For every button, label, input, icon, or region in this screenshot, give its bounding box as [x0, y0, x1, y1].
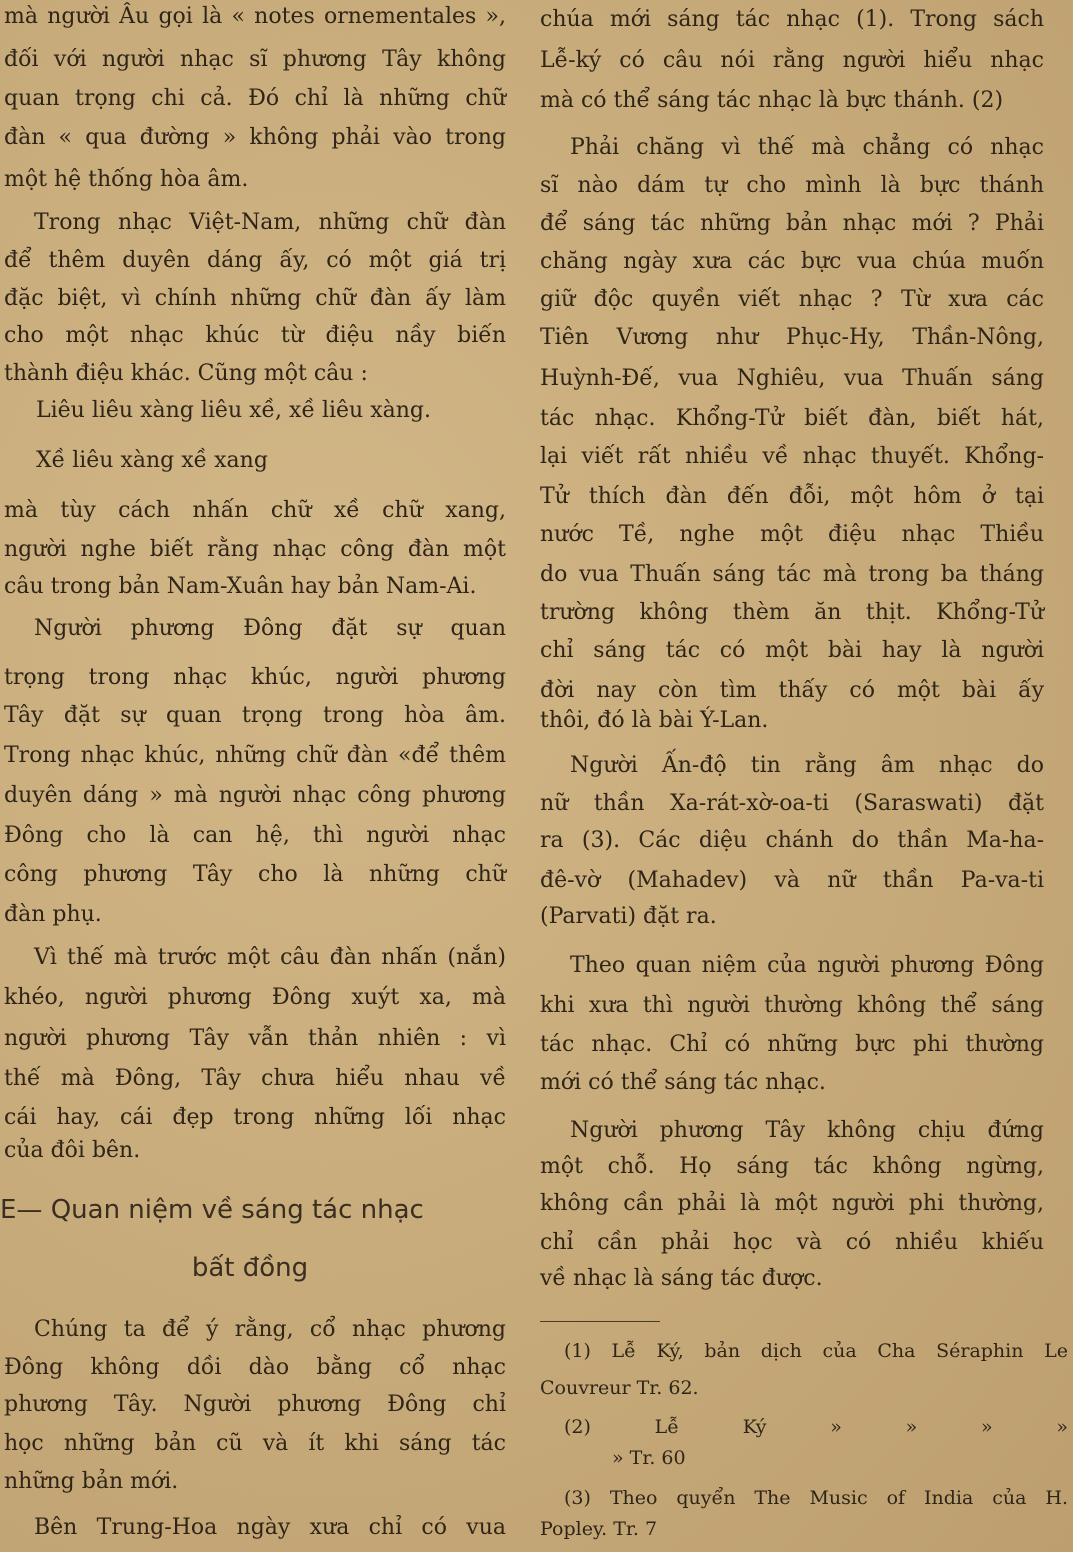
text-line: Đông cho là can hệ, thì người nhạc: [4, 823, 506, 848]
text-line: người phương Tây vẫn thản nhiên : vì: [4, 1026, 506, 1051]
text-line: Trong nhạc Việt-Nam, những chữ đàn: [34, 210, 506, 235]
text-line: lại viết rất nhiều về nhạc thuyết. Khổng-: [540, 444, 1044, 469]
text-line: khéo, người phương Đông xuýt xa, mà: [4, 985, 506, 1010]
text-line: (Parvati) đặt ra.: [540, 904, 717, 929]
text-line: chỉ sáng tác có một bài hay là người: [540, 638, 1044, 663]
text-line: những bản mới.: [4, 1469, 179, 1494]
text-line: Phải chăng vì thế mà chẳng có nhạc: [570, 135, 1044, 160]
footnote-line: Popley. Tr. 7: [540, 1518, 658, 1540]
section-heading: E— Quan niệm về sáng tác nhạc: [0, 1195, 424, 1225]
text-line: nữ thần Xa-rát-xờ-oa-ti (Saraswati) đặt: [540, 791, 1044, 816]
text-line: thành điệu khác. Cũng một câu :: [4, 361, 368, 386]
text-line: Tử thích đàn đến đỗi, một hôm ở tại: [540, 484, 1044, 509]
text-line: đối với người nhạc sĩ phương Tây không: [4, 47, 506, 72]
text-line: Liêu liêu xàng liêu xề, xề liêu xàng.: [36, 398, 431, 423]
footnote-line: » Tr. 60: [612, 1447, 686, 1469]
text-line: học những bản cũ và ít khi sáng tác: [4, 1431, 506, 1456]
text-line: chỉ cần phải học và có nhiều khiếu: [540, 1230, 1044, 1255]
text-line: mà người Âu gọi là « notes ornementales »,: [4, 4, 506, 29]
text-line: tác nhạc. Chỉ có những bực phi thường: [540, 1032, 1044, 1057]
text-line: ra (3). Các diệu chánh do thần Ma-ha-: [540, 828, 1044, 853]
section-heading-continued: bất đồng: [191, 1253, 309, 1283]
text-line: mới có thể sáng tác nhạc.: [540, 1070, 826, 1095]
text-line: đàn « qua đường » không phải vào trong: [4, 125, 506, 150]
text-line: Xề liêu xàng xề xang: [36, 448, 268, 473]
text-line: Vì thế mà trước một câu đàn nhấn (nắn): [34, 945, 506, 970]
footnote-divider: [540, 1321, 660, 1322]
text-line: một chỗ. Họ sáng tác không ngừng,: [540, 1154, 1044, 1179]
text-line: mà tùy cách nhấn chữ xề chữ xang,: [4, 498, 506, 523]
footnote-line: Couvreur Tr. 62.: [540, 1377, 699, 1399]
text-line: cái hay, cái đẹp trong những lối nhạc: [4, 1105, 506, 1130]
text-line: Người phương Đông đặt sự quan: [34, 616, 506, 641]
text-line: thế mà Đông, Tây chưa hiểu nhau về: [4, 1066, 506, 1091]
text-line: đê-vờ (Mahadev) và nữ thần Pa-va-ti: [540, 868, 1044, 893]
text-line: cho một nhạc khúc từ điệu nầy biến: [4, 323, 506, 348]
footnote-line: (3) Theo quyển The Music of India của H.: [564, 1487, 1068, 1509]
text-line: tác nhạc. Khổng-Tử biết đàn, biết hát,: [540, 406, 1044, 431]
text-line: Tây đặt sự quan trọng trong hòa âm.: [4, 703, 506, 728]
text-line: đời nay còn tìm thấy có một bài ấy: [540, 678, 1044, 703]
text-line: Theo quan niệm của người phương Đông: [570, 953, 1044, 978]
text-line: sĩ nào dám tự cho mình là bực thánh: [540, 173, 1044, 198]
text-line: Người phương Tây không chịu đứng: [570, 1118, 1044, 1143]
text-line: Chúng ta để ý rằng, cổ nhạc phương: [34, 1317, 506, 1342]
text-line: giữ độc quyền viết nhạc ? Từ xưa các: [540, 287, 1044, 312]
text-line: đàn phụ.: [4, 902, 102, 927]
text-line: quan trọng chi cả. Đó chỉ là những chữ: [4, 86, 506, 111]
text-line: phương Tây. Người phương Đông chỉ: [4, 1392, 506, 1417]
text-line: mà có thể sáng tác nhạc là bực thánh. (2): [540, 88, 1004, 113]
text-line: Người Ấn-độ tin rằng âm nhạc do: [570, 753, 1044, 778]
text-line: đặc biệt, vì chính những chữ đàn ấy làm: [4, 286, 506, 311]
footnote-line: (2) Lễ Ký » » » »: [564, 1416, 1068, 1438]
text-line: công phương Tây cho là những chữ: [4, 862, 506, 887]
text-line: Trong nhạc khúc, những chữ đàn «để thêm: [4, 743, 506, 768]
text-line: của đôi bên.: [4, 1138, 141, 1163]
text-line: khi xưa thì người thường không thể sáng: [540, 993, 1044, 1018]
text-line: người nghe biết rằng nhạc công đàn một: [4, 537, 506, 562]
text-line: do vua Thuấn sáng tác mà trong ba tháng: [540, 562, 1044, 587]
text-line: để thêm duyên dáng ấy, có một giá trị: [4, 248, 506, 273]
text-line: thôi, đó là bài Ý-Lan.: [540, 708, 769, 733]
text-line: chúa mới sáng tác nhạc (1). Trong sách: [540, 7, 1044, 32]
text-line: chăng ngày xưa các bực vua chúa muốn: [540, 249, 1044, 274]
text-line: không cần phải là một người phi thường,: [540, 1191, 1044, 1216]
text-line: về nhạc là sáng tác được.: [540, 1266, 823, 1291]
text-line: để sáng tác những bản nhạc mới ? Phải: [540, 211, 1044, 236]
footnote-line: (1) Lễ Ký, bản dịch của Cha Séraphin Le: [564, 1340, 1068, 1362]
text-line: Tiên Vương như Phục-Hy, Thần-Nông,: [540, 325, 1044, 350]
text-line: một hệ thống hòa âm.: [4, 167, 249, 192]
text-line: Huỳnh-Đế, vua Nghiêu, vua Thuấn sáng: [540, 366, 1044, 391]
text-line: Lễ-ký có câu nói rằng người hiểu nhạc: [540, 48, 1044, 73]
text-line: Đông không dồi dào bằng cổ nhạc: [4, 1355, 506, 1380]
text-line: duyên dáng » mà người nhạc công phương: [4, 783, 506, 808]
text-line: trường không thèm ăn thịt. Khổng-Tử: [540, 600, 1044, 625]
text-line: trọng trong nhạc khúc, người phương: [4, 665, 506, 690]
text-line: câu trong bản Nam-Xuân hay bản Nam-Ai.: [4, 574, 477, 599]
text-line: Bên Trung-Hoa ngày xưa chỉ có vua: [34, 1515, 506, 1540]
text-line: nước Tề, nghe một điệu nhạc Thiều: [540, 522, 1044, 547]
